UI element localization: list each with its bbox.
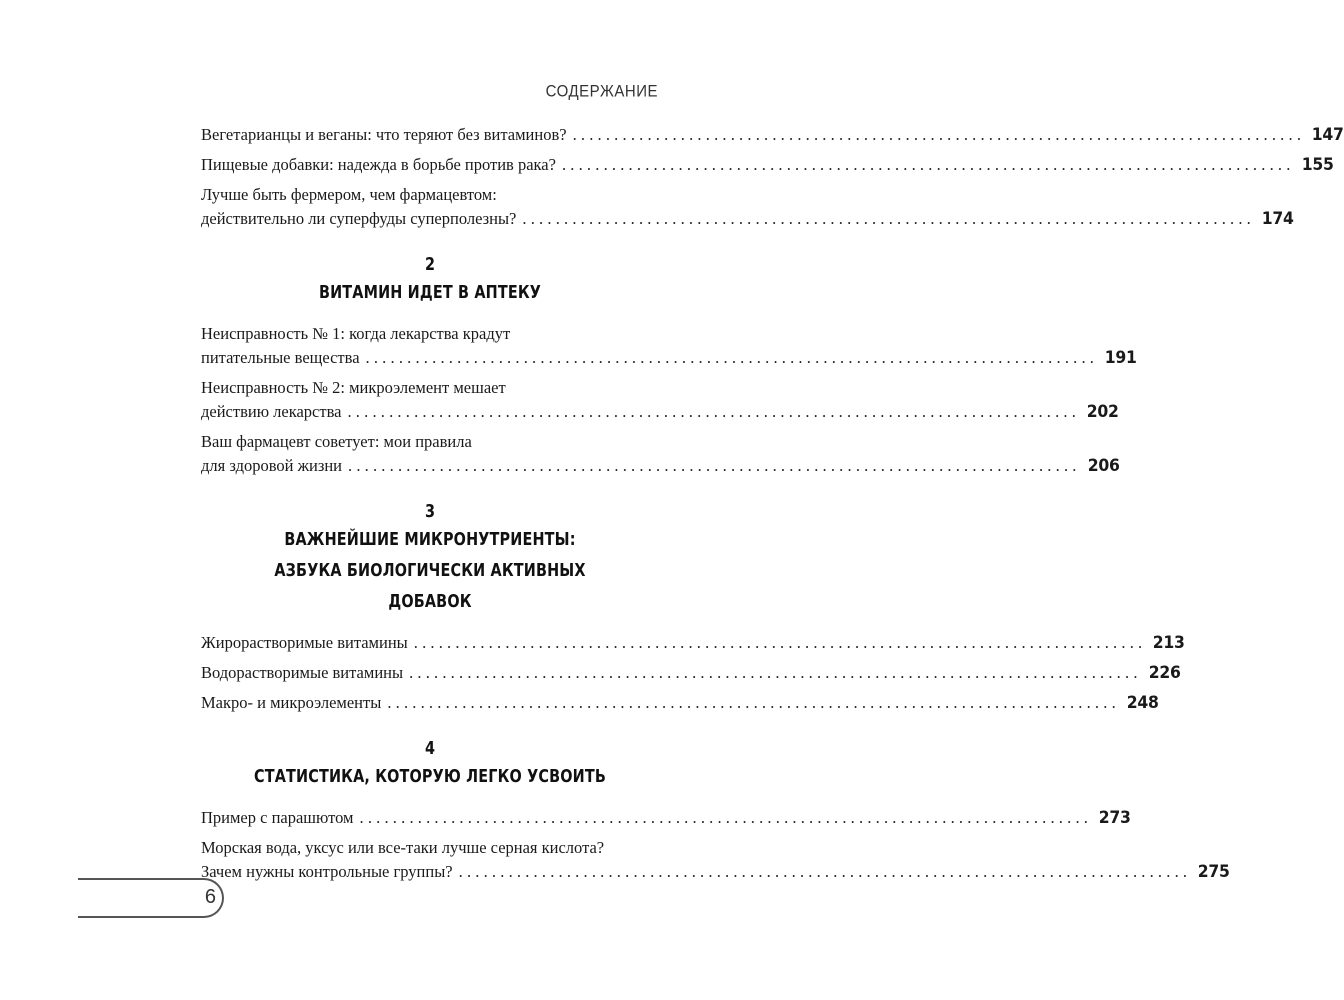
- chapter-title: АЗБУКА БИОЛОГИЧЕСКИ АКТИВНЫХ ДОБАВОК: [274, 560, 586, 612]
- toc-entry-title-line: Лучше быть фермером, чем фармацевтом:: [201, 185, 497, 204]
- toc-entry: [201, 183, 1294, 231]
- toc-entry-page: 213: [1153, 633, 1185, 653]
- chapter-title: СТАТИСТИКА, КОТОРУЮ ЛЕГКО УСВОИТЬ: [254, 766, 606, 787]
- toc-entry: [201, 661, 1181, 685]
- leader-dots: ........................................................................................: [347, 402, 1081, 421]
- toc-entry: [201, 836, 1230, 884]
- toc-entry-page: 226: [1148, 663, 1181, 683]
- toc-entry: [201, 153, 1334, 177]
- toc-entry: [201, 631, 1185, 655]
- toc-entry-page: 248: [1126, 693, 1159, 713]
- toc-entry: [201, 430, 1120, 478]
- toc-chapter-2: [201, 253, 1137, 478]
- toc-entry-title: питательные вещества: [201, 348, 360, 367]
- table-of-contents: [201, 123, 1344, 890]
- toc-entry: [201, 691, 1159, 715]
- leader-dots: ........................................................................................: [387, 693, 1120, 712]
- leader-dots: ........................................................................................: [348, 456, 1081, 475]
- page-number-tab: [78, 878, 224, 918]
- toc-chapter-4: [201, 737, 1230, 884]
- toc-entry-page: 275: [1198, 862, 1230, 882]
- toc-entry: [201, 322, 1137, 370]
- leader-dots: ........................................................................................: [413, 633, 1147, 652]
- toc-entry-title-line: Неисправность № 1: когда лекарства крадут: [201, 324, 511, 343]
- page-number: 6: [204, 886, 216, 908]
- chapter-title: ВИТАМИН ИДЕТ В АПТЕКУ: [318, 282, 542, 303]
- toc-entry-page: 174: [1261, 209, 1294, 229]
- toc-chapter-3: [201, 500, 1185, 715]
- toc-entry-title: Жирорастворимые витамины: [201, 633, 408, 652]
- toc-entry-title-line: Морская вода, уксус или все-таки лучше серная кислота?: [201, 838, 605, 857]
- toc-entry-page: 155: [1301, 155, 1334, 175]
- chapter-number: 4: [424, 738, 436, 759]
- running-header: СОДЕРЖАНИЕ: [545, 81, 658, 102]
- toc-entry-page: 206: [1087, 456, 1120, 476]
- leader-dots: ........................................................................................: [458, 862, 1192, 881]
- leader-dots: ........................................................................................: [409, 663, 1142, 682]
- toc-entry-title-line: Ваш фармацевт советует: мои правила: [201, 432, 472, 451]
- toc-entry: [201, 376, 1119, 424]
- toc-entry-title-line: Неисправность № 2: микроэлемент мешает: [201, 378, 506, 397]
- chapter-heading: [201, 500, 659, 617]
- toc-entry-title: действительно ли суперфуды суперполезны?: [201, 209, 517, 228]
- toc-entry-page: 202: [1086, 402, 1119, 422]
- chapter-heading: [201, 253, 659, 308]
- toc-entry-title: Пример с парашютом: [201, 808, 354, 827]
- toc-entry-title: Зачем нужны контрольные группы?: [201, 862, 453, 881]
- toc-entry-title: для здоровой жизни: [201, 456, 342, 475]
- toc-section-continued: [201, 123, 1344, 231]
- toc-entry-title: Водорастворимые витамины: [201, 663, 404, 682]
- toc-entry-title: Макро- и микроэлементы: [201, 693, 382, 712]
- chapter-title: ВАЖНЕЙШИЕ МИКРОНУТРИЕНТЫ:: [284, 529, 576, 550]
- toc-entry-title: Пищевые добавки: надежда в борьбе против рака?: [201, 155, 556, 174]
- leader-dots: ........................................................................................: [365, 348, 1099, 367]
- leader-dots: ........................................................................................: [561, 155, 1295, 174]
- toc-entry-page: 147: [1311, 125, 1344, 145]
- toc-entry-title: действию лекарства: [201, 402, 342, 421]
- chapter-heading: [201, 737, 659, 792]
- toc-entry-page: 191: [1104, 348, 1137, 368]
- chapter-number: 2: [424, 254, 436, 275]
- toc-entry: [201, 806, 1131, 830]
- chapter-number: 3: [424, 501, 436, 522]
- toc-entry-page: 273: [1098, 808, 1131, 828]
- leader-dots: ........................................................................................: [572, 125, 1306, 144]
- leader-dots: ........................................................................................: [359, 808, 1093, 827]
- toc-entry: [201, 123, 1344, 147]
- leader-dots: ........................................................................................: [522, 209, 1255, 228]
- toc-entry-title: Вегетарианцы и веганы: что теряют без витаминов?: [201, 125, 567, 144]
